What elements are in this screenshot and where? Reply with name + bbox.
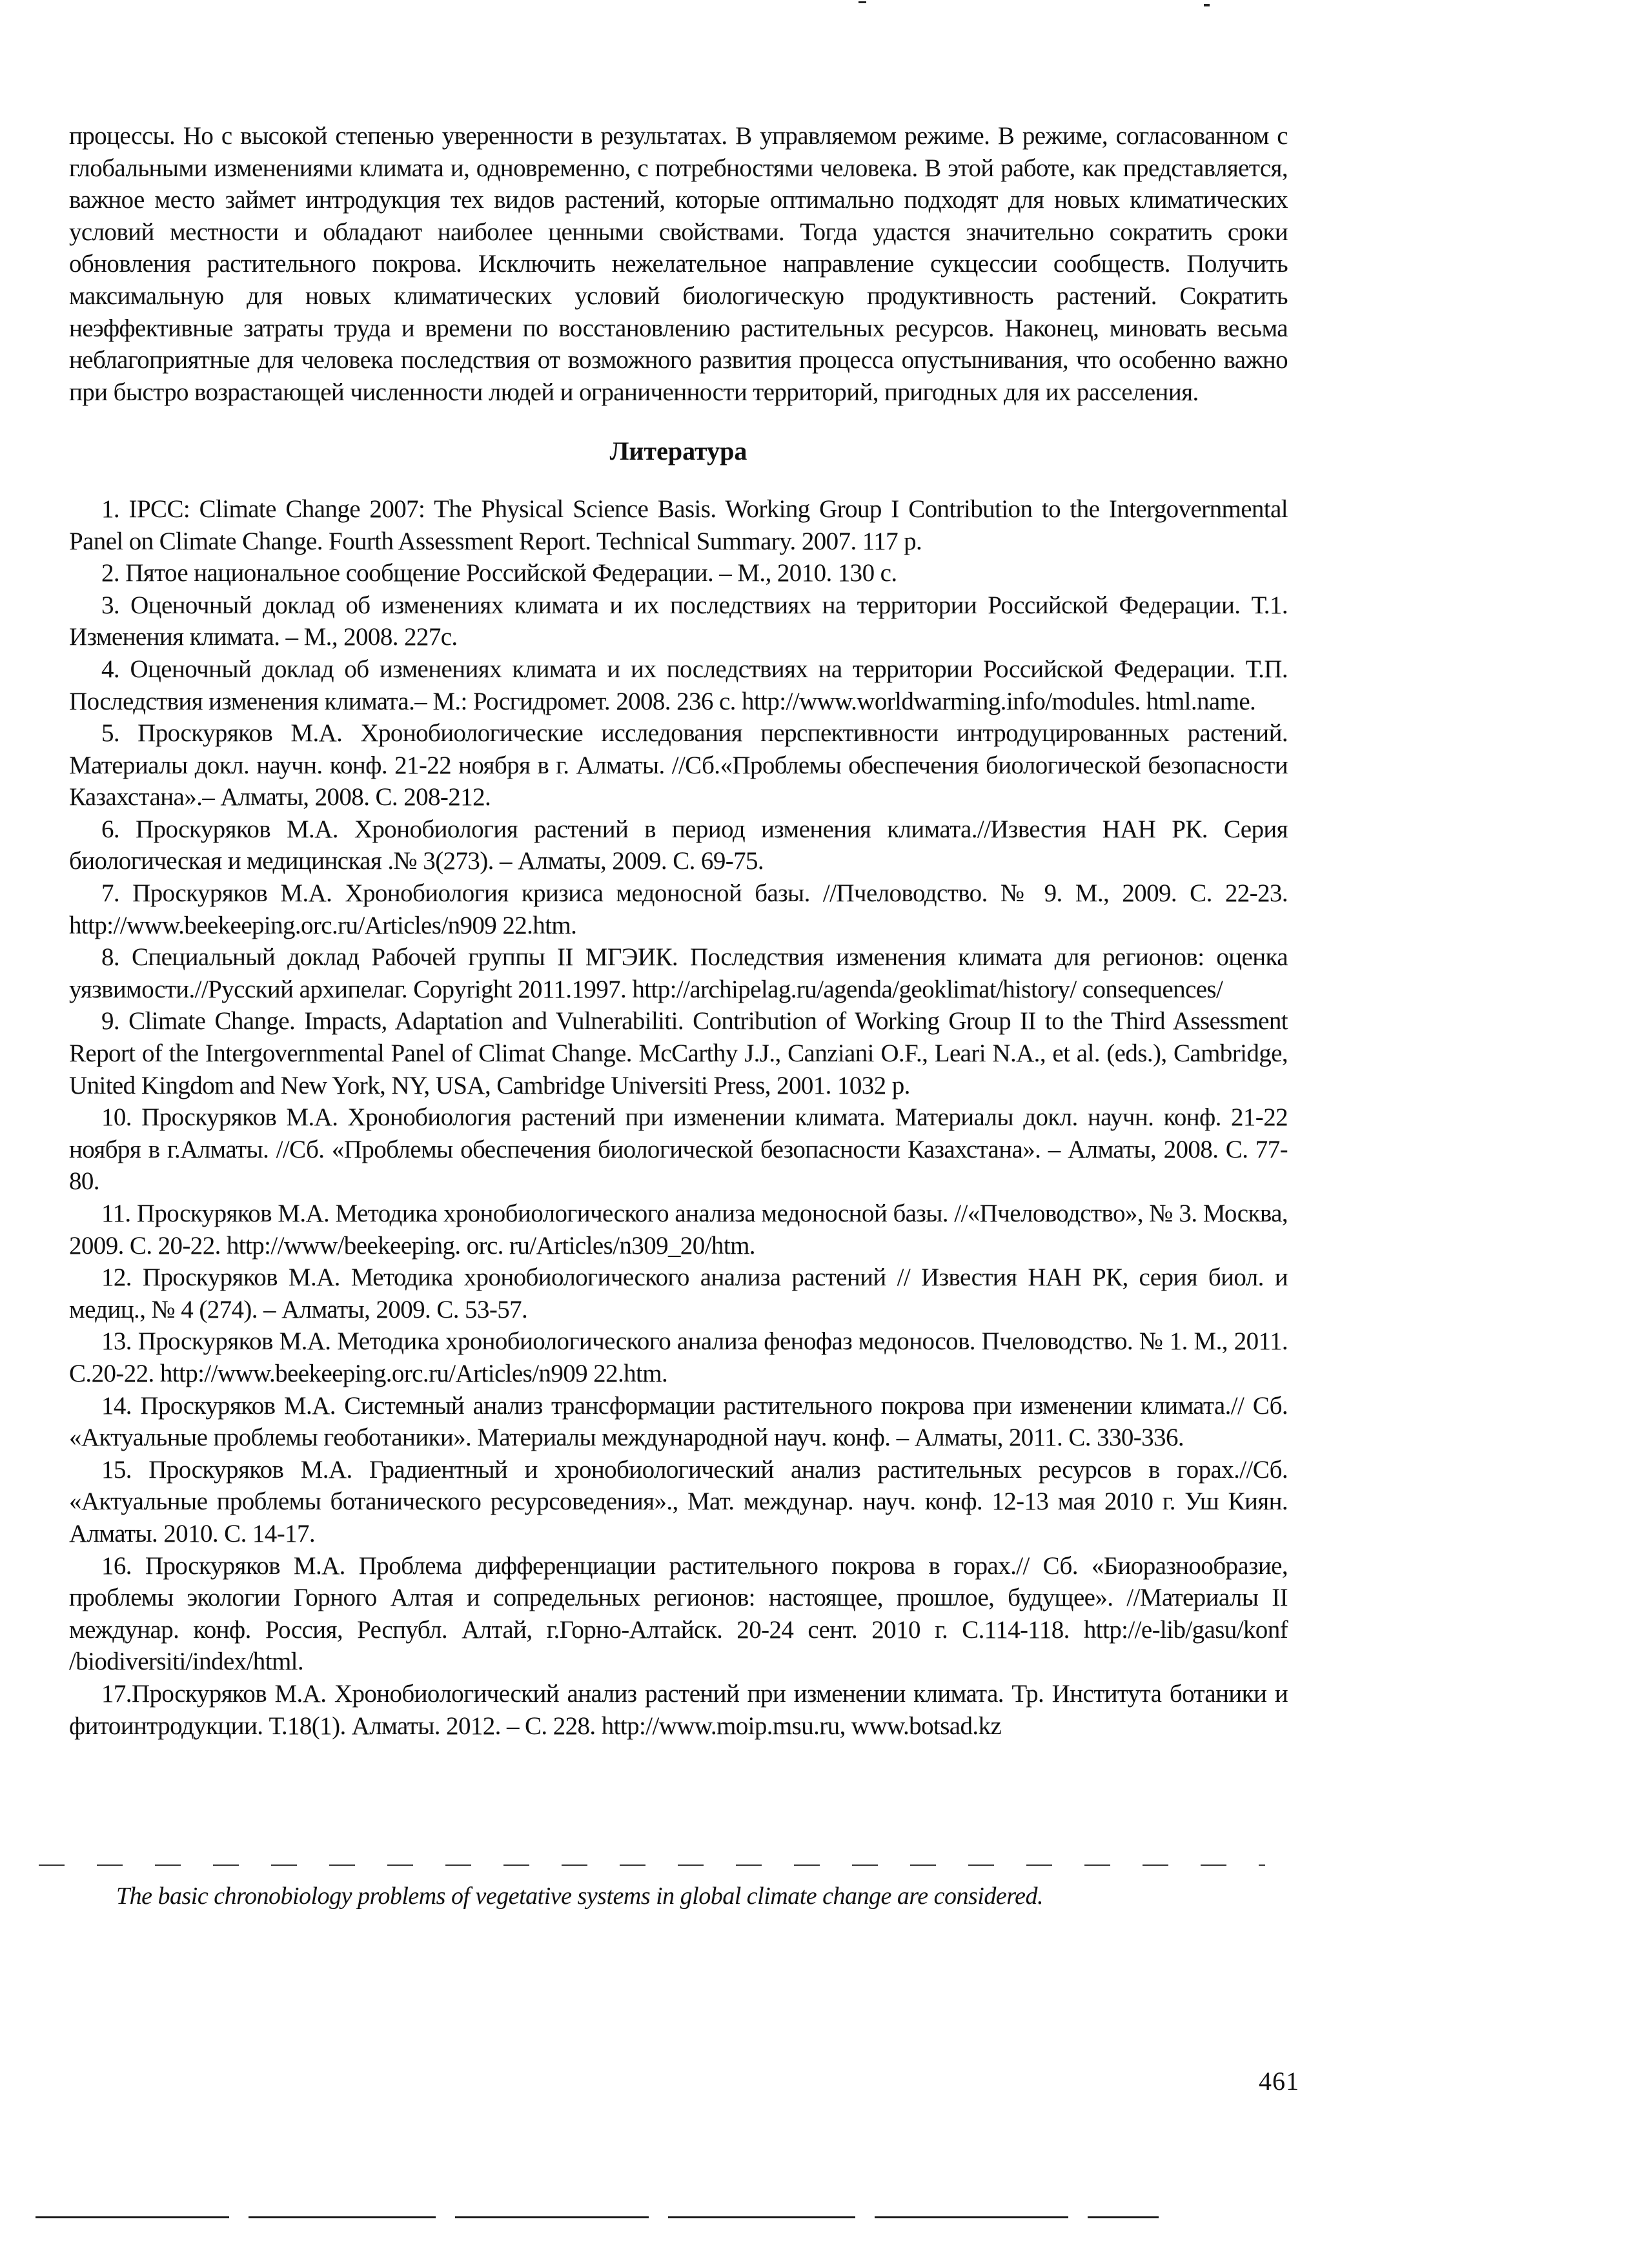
reference-item: 16. Проскуряков М.А. Проблема дифференциации растительного покрова в горах.// Сб. «Биоразнообразие, проблемы экологии Горного Алтая и сопредельных регионов: настоящее, прошлое, будущее». //Материалы II междунар. конф. Россия, Республ. Алтай, г.Горно-Алтайск. 20-24 сент. 2010 г. С.114-118. http://e-lib/gasu/konf /biodiversiti/index/html. — [69, 1551, 1288, 1676]
scan-edge-line — [36, 2216, 1159, 2218]
reference-item: 17.Проскуряков М.А. Хронобиологический анализ растений при изменении климата. Тр. Института ботаники и фитоинтродукции. Т.18(1). Алматы. 2012. – С. 228. http://www.moip.msu.ru, www.botsad.kz — [69, 1679, 1288, 1740]
scan-speck — [1204, 4, 1210, 6]
scan-artifact-line — [39, 1864, 1265, 1866]
reference-item: 4. Оценочный доклад об изменениях климата и их последствиях на территории Российской Федерации. Т.П. Последствия изменения климата.– М.: Росгидромет. 2008. 236 с. http://www.worldwarming.info/modules. html.name. — [69, 655, 1288, 715]
body-paragraph: процессы. Но с высокой степенью уверенности в результатах. В управляемом режиме. В режиме, согласованном с глобальными изменениями климата и, одновременно, с потребностями человека. В этой работе, как представляется, важное место займет интродукция тех видов растений, которые оптимально подходят для новых климатических условий местности и обладают наиболее ценными свойствами. Тогда удастся значительно сократить сроки обновления растительного покрова. Исключить нежелательное направление сукцессии сообществ. Получить максимальную для новых климатических условий биологическую продуктивность растений. Сократить неэффективные затраты труда и времени по восстановлению растительных ресурсов. Наконец, миновать весьма неблагоприятные для человека последствия от возможного развития процесса опустынивания, что особенно важно при быстро возрастающей численности людей и ограниченности территорий, пригодных для их расселения. — [69, 122, 1288, 406]
reference-item: 5. Проскуряков М.А. Хронобиологические исследования перспективности интродуцированных растений. Материалы докл. научн. конф. 21-22 ноября в г. Алматы. //Сб.«Проблемы обеспечения биологической безопасности Казахстана».– Алматы, 2008. С. 208-212. — [69, 719, 1288, 812]
reference-item: 13. Проскуряков М.А. Методика хронобиологического анализа фенофаз медоносов. Пчеловодство. № 1. М., 2011. С.20-22. http://www.beekeeping.orc.ru/Articles/n909 22.htm. — [69, 1327, 1288, 1387]
reference-item: 15. Проскуряков М.А. Градиентный и хронобиологический анализ растительных ресурсов в горах.//Сб. «Актуальные проблемы ботанического ресурсоведения»., Мат. междунар. науч. конф. 12-13 мая 2010 г. Уш Киян. Алматы. 2010. С. 14-17. — [69, 1455, 1288, 1548]
reference-item: 8. Специальный доклад Рабочей группы II МГЭИК. Последствия изменения климата для регионов: оценка уязвимости.//Русский архипелаг. Copyright 2011.1997. http://archipelag.ru/agenda/geoklimat/history/ consequences/ — [69, 943, 1288, 1003]
reference-item: 11. Проскуряков М.А. Методика хронобиологического анализа медоносной базы. //«Пчеловодство», № 3. Москва, 2009. С. 20-22. http://www/beekeeping. orc. ru/Articles/n309_20/htm. — [69, 1200, 1288, 1260]
reference-item: 14. Проскуряков М.А. Системный анализ трансформации растительного покрова при изменении климата.// Сб. «Актуальные проблемы геоботаники». Материалы международной науч. конф. – Алматы, 2011. С. 330-336. — [69, 1391, 1288, 1452]
reference-item: 12. Проскуряков М.А. Методика хронобиологического анализа растений // Известия НАН РК, серия биол. и медиц., № 4 (274). – Алматы, 2009. С. 53-57. — [69, 1263, 1288, 1323]
text-column — [69, 120, 1288, 1742]
reference-item: 2. Пятое национальное сообщение Российской Федерации. – М., 2010. 130 с. — [101, 559, 897, 587]
references-list — [69, 493, 1288, 1742]
reference-item: 9. Climate Change. Impacts, Adaptation and Vulnerabiliti. Contribution of Working Group II to the Third Assessment Report of the Intergovernmental Panel of Climat Change. McCarthy J.J., Canziani O.F., Leari N.A., et al. (eds.), Cambridge, United Kingdom and New York, NY, USA, Cambridge Universiti Press, 2001. 1032 p. — [69, 1007, 1288, 1099]
body-section — [69, 120, 1288, 408]
reference-item: 10. Проскуряков М.А. Хронобиология растений при изменении климата. Материалы докл. научн. конф. 21-22 ноября в г.Алматы. //Сб. «Проблемы обеспечения биологической безопасности Казахстана». – Алматы, 2008. С. 77-80. — [69, 1103, 1288, 1196]
reference-item: 7. Проскуряков М.А. Хронобиология кризиса медоносной базы. //Пчеловодство. № 9. М., 2009. С. 22-23. http://www.beekeeping.orc.ru/Articles/n909 22.htm. — [69, 879, 1288, 939]
page-number: 461 — [1259, 2067, 1299, 2096]
scan-speck — [859, 1, 866, 3]
reference-item: 3. Оценочный доклад об изменениях климата и их последствиях на территории Российской Федерации. Т.1. Изменения климата. – М., 2008. 227с. — [69, 591, 1288, 651]
references-heading: Литература — [609, 436, 747, 466]
reference-item: 1. IPCC: Climate Change 2007: The Physical Science Basis. Working Group I Contribution to the Intergovernmental Panel on Climate Change. Fourth Assessment Report. Technical Summary. 2007. 117 p. — [69, 495, 1288, 555]
reference-item: 6. Проскуряков М.А. Хронобиология растений в период изменения климата.//Известия НАН РК. Серия биологическая и медицинская .№ 3(273). – Алматы, 2009. С. 69-75. — [69, 815, 1288, 875]
english-abstract: The basic chronobiology problems of vegetative systems in global climate change are considered. — [116, 1883, 1043, 1910]
